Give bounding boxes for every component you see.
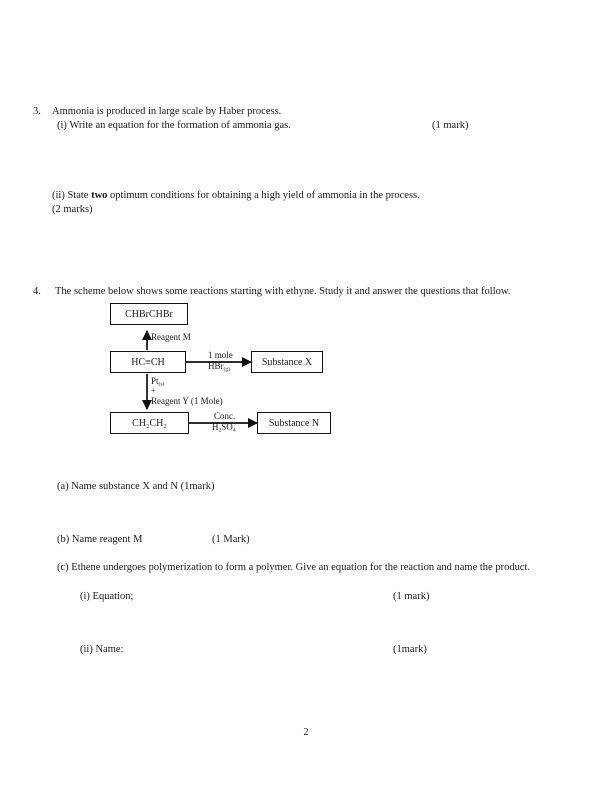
scheme-label-acid-so: SO <box>221 422 233 432</box>
scheme-label-catalyst-symbol: Pt <box>151 376 159 386</box>
scheme-box-substance-n: Substance N <box>257 412 331 434</box>
scheme-label-reagent-m: Reagent M <box>151 332 191 342</box>
question-3-number: 3. <box>33 106 41 117</box>
scheme-label-acid-o-count: 4 <box>232 427 236 434</box>
scheme-box-dibromide: CHBrCHBr <box>110 303 188 325</box>
question-3-stem: Ammonia is produced in large scale by Haber process. <box>52 106 282 117</box>
scheme-label-acid-h-count: 2 <box>218 427 222 434</box>
scheme-label-catalyst-state: (s) <box>158 381 165 388</box>
question-4-stem: The scheme below shows some reactions starting with ethyne. Study it and answer the questions that follow. <box>55 286 511 297</box>
question-4-part-b: (b) Name reagent M <box>57 534 143 545</box>
question-4-part-a: (a) Name substance X and N (1mark) <box>57 481 215 492</box>
scheme-label-hbr-moles: 1 mole <box>208 350 233 360</box>
question-4-part-c-sub-ii-label: (ii) Name: <box>80 644 124 655</box>
question-4-part-c-sub-i-marks: (1 mark) <box>393 591 430 602</box>
scheme-box-ethene: CH₂CH₂ <box>110 412 189 434</box>
scheme-label-sulfuric-acid <box>212 422 236 435</box>
scheme-label-conc: Conc. <box>214 411 236 421</box>
question-3-part-ii-suffix: optimum conditions for obtaining a high yield of ammonia in the process. <box>107 190 420 201</box>
question-4-part-c-sub-i-label: (i) Equation; <box>80 591 134 602</box>
scheme-label-plus: + <box>151 386 156 395</box>
scheme-label-acid-h: H <box>212 422 219 432</box>
question-3-part-ii-prefix: (ii) State <box>52 190 92 201</box>
scheme-box-substance-x: Substance X <box>251 351 323 373</box>
scheme-box-ethyne: HC≡CH <box>110 351 186 373</box>
question-3-part-ii <box>52 189 420 203</box>
question-4-part-c-sub-ii-marks: (1mark) <box>393 644 427 655</box>
scheme-label-reagent-y: Reagent Y (1 Mole) <box>151 396 223 406</box>
scheme-label-hbr <box>208 361 230 374</box>
question-3-part-i-label: (i) Write an equation for the formation of ammonia gas. <box>57 120 291 131</box>
page-number: 2 <box>303 727 309 738</box>
question-4-part-b-marks: (1 Mark) <box>212 534 250 545</box>
scheme-label-hbr-state: (g) <box>223 366 231 373</box>
question-3-part-ii-marks: (2 marks) <box>52 204 93 215</box>
question-4-number: 4. <box>33 286 41 297</box>
question-3-part-i-marks: (1 mark) <box>432 120 469 131</box>
question-4-part-c: (c) Ethene undergoes polymerization to form a polymer. Give an equation for the reaction and name the product. <box>57 562 531 573</box>
scheme-label-hbr-formula: HBr <box>208 361 224 371</box>
question-3-part-ii-emphasis: two <box>91 190 108 201</box>
